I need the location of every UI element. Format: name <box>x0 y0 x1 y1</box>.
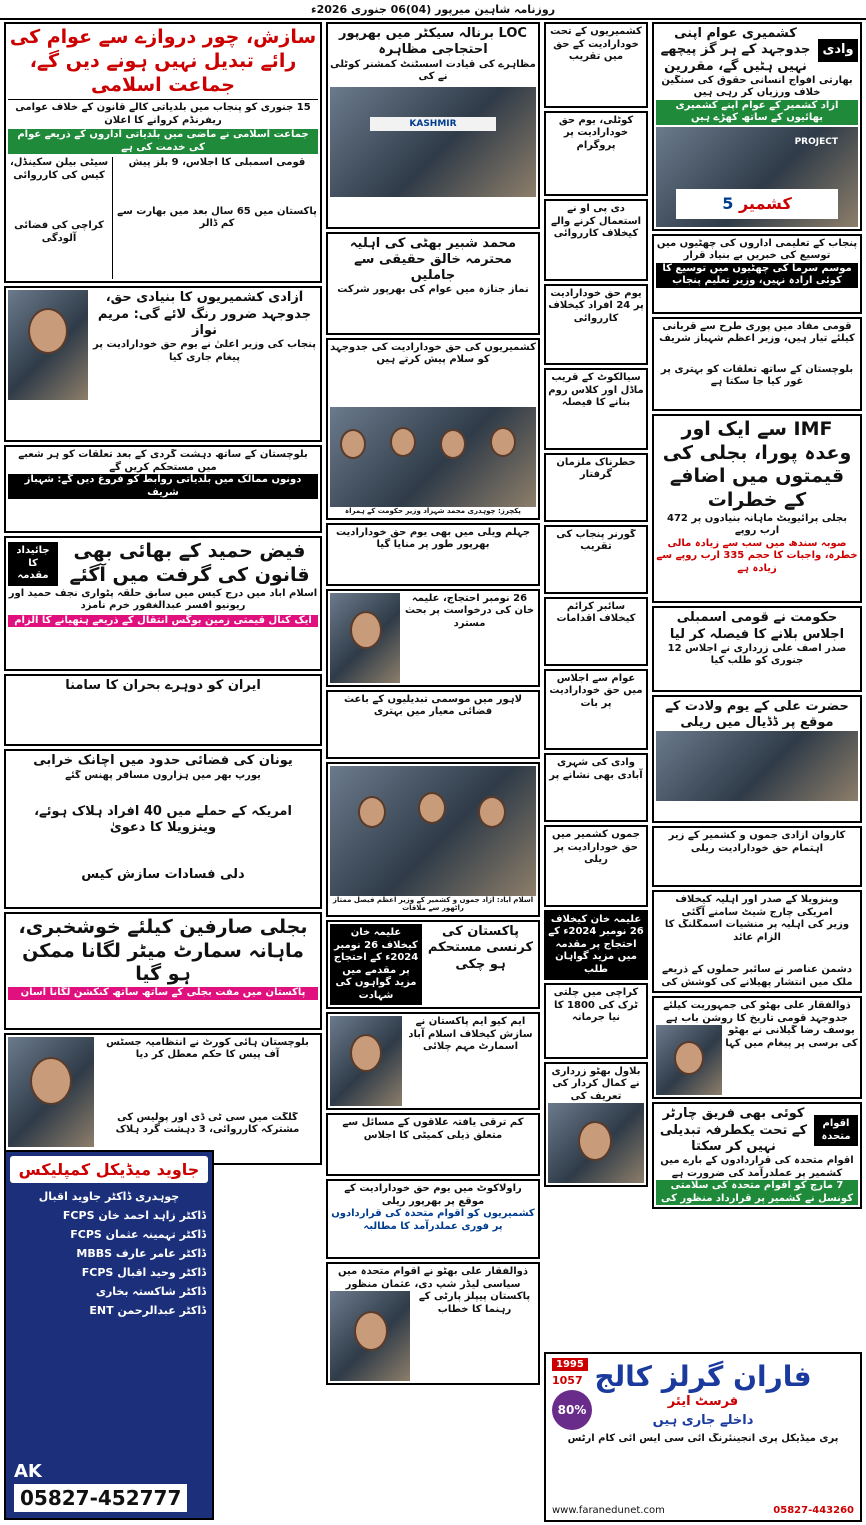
committee-text <box>330 1142 536 1172</box>
iran-headline: ایران کو دوہرے بحران کا سامنا <box>65 678 261 693</box>
ad-medical-doctor-5: ڈاکٹر شاکستہ بخاری <box>95 1285 206 1298</box>
ad-medical-complex <box>4 1150 214 1520</box>
venezuela-story <box>652 890 862 993</box>
ad-college-percent-badge: 80% <box>552 1390 592 1430</box>
faiz-headline: فیض حمید کے بھائی بھی قانون کی گرفت میں آگئے <box>69 540 310 586</box>
c2-story-6 <box>544 453 648 522</box>
lahore-story <box>326 690 540 759</box>
ad-medical-doctor-2: ڈاکٹر تہمینہ عثمان FCPS <box>70 1228 206 1241</box>
kashmir-lead-green: آزاد کشمیر کے عوام اپنے کشمیری بھائیوں کے ساتھ کھڑے ہیں <box>656 100 858 125</box>
baloch-text <box>656 389 858 407</box>
meeting-story <box>326 762 540 918</box>
faiz-tag: جائیداد کا مقدمہ <box>8 542 58 586</box>
masthead: روزنامہ شاہین میرپور (04)06 جنوری 2026ء <box>0 0 866 20</box>
hazrat-headline: حضرت علی کے یوم ولادت کے موقع پر ڈڈیال میں ریلی <box>665 698 849 730</box>
yunan-story <box>4 749 322 909</box>
c2-headline-9: عوام سے اجلاس میں حق خودارادیت پر بات <box>549 672 643 709</box>
hukumat-story <box>652 606 862 692</box>
zulfiqar-story <box>326 1262 540 1385</box>
c2-bilawal-photo <box>548 1103 644 1183</box>
alima-box: علیمہ خان کیخلاف 26 نومبر 2024ء کے احتجاج پر مقدمے میں مزید گواہوں کی شہادت <box>330 924 422 1005</box>
lahore-headline: لاہور میں موسمی تبدیلیوں کے باعث فضائی معیار میں بہتری <box>343 693 523 717</box>
imf-story <box>652 414 862 604</box>
c2-headline-10: وادی کی شہری آبادی بھی نشانے پر <box>549 757 643 781</box>
ad-college-since: 1995 <box>552 1358 588 1371</box>
ayaz-photo <box>330 1016 402 1106</box>
maryam-subheadline: پنجاب کی وزیر اعلیٰ نے یوم حق خودارادیت پر پیغام جاری کیا <box>93 339 316 363</box>
ad-college-web[interactable]: www.faranedunet.com <box>552 1505 665 1516</box>
america-headline: امریکہ کے حملے میں 40 افراد ہلاک ہوئے، وینزویلا کا دعویٰ <box>34 804 292 836</box>
c2-text-5 <box>548 410 644 446</box>
hukumat-subheadline: صدر آصف علی زرداری نے اجلاس 12 جنوری کو طلب کیا <box>667 642 847 667</box>
ad-college-programs: پری میڈیکل پری انجینئرنگ آئی سی ایس آئی کام آرٹس <box>567 1432 839 1444</box>
c2-text-10 <box>548 782 644 818</box>
c2-story-11 <box>544 825 648 907</box>
ayaz-story <box>326 1012 540 1110</box>
c2-text-6 <box>548 482 644 518</box>
loc-subheadline: مظاہرے کی قیادت اسسٹنٹ کمشنر کوٹلی نے کی <box>330 58 536 82</box>
gilani-photo <box>656 1025 722 1095</box>
rawalakot-headline: راولاکوٹ میں یوم حق خودارادیت کے موقع پر بھرپور ریلی <box>344 1183 522 1207</box>
rawalakot-subheadline: کشمیریوں کو اقوام متحدہ کی قراردادوں پر فوری عملدرآمد کا مطالبہ <box>331 1208 535 1232</box>
un-green-strip: 7 مارچ کو اقوام متحدہ کی سلامتی کونسل نے کشمیر پر قرارداد منظور کی <box>656 1180 858 1205</box>
zulfiqar-headline: ذوالفقار علی بھٹو نے اقوام متحدہ میں سیاسی لیڈر شپ دی، عثمان منظور <box>337 1266 529 1290</box>
balochistan-headline: بلوچستان ہائی کورٹ نے انتظامیہ جسٹس آف پیس کا حکم معطل کر دیا <box>106 1036 309 1060</box>
c2-story-8 <box>544 597 648 666</box>
c2-karachi-headline: کراچی میں چلتی ٹرک کی 1800 کا نیا جرمانہ <box>553 987 639 1023</box>
bilateral-story <box>4 445 322 533</box>
kashmir-lead-headline: کشمیری عوام اپنی جدوجہد کے ہر گز پیچھے نہیں ہٹیں گے، مقررین <box>660 26 811 74</box>
iran-text <box>8 694 318 742</box>
column-narrow <box>544 22 648 1522</box>
delhi-text <box>8 883 318 905</box>
karwan-text <box>656 855 858 883</box>
ayaz-text <box>405 1054 536 1094</box>
committee-headline: کم ترقی یافتہ علاقوں کے مسائل سے متعلق ذیلی کمیٹی کا اجلاس <box>342 1117 524 1141</box>
c2-story-5 <box>544 368 648 450</box>
venezuela-text <box>656 944 858 964</box>
bijli-text <box>8 1000 318 1026</box>
delhi-headline: دلی فسادات سازش کیس <box>81 866 245 882</box>
nov26-headline: 26 نومبر احتجاج، علیمہ خان کی درخواست پر بحث مسترد <box>404 592 535 629</box>
punjab-story <box>652 234 862 314</box>
faiz-pink-strip: ایک کنال قیمتی زمین بوگس انتقال کے ذریعے ہتھیانے کا الزام <box>8 615 318 628</box>
kashmir-lead <box>652 22 862 231</box>
ad-medical-doctor-3: ڈاکٹر عامر عارف MBBS <box>76 1247 206 1260</box>
c2-text-8 <box>548 626 644 662</box>
hazrat-photo <box>656 731 858 801</box>
committee-story <box>326 1113 540 1176</box>
hazrat-story <box>652 695 862 824</box>
c2-text-3 <box>548 241 644 277</box>
shabir-story <box>326 232 540 335</box>
c2-alima-headline: علیمہ خان کیخلاف 26 نومبر 2024ء کے احتجاج پر مقدمہ میں مزید گواہان طلب <box>548 913 644 975</box>
imf-headline: IMF سے ایک اور وعدہ پورا، بجلی کی قیمتوں میں اضافے کے خطرات <box>662 417 852 511</box>
rawalakot-text <box>330 1233 536 1255</box>
c2-headline-4: یوم حق خودارادیت پر 24 افراد کیخلاف کارروائی <box>548 287 644 324</box>
jhelum-text <box>330 552 536 582</box>
nov26-story <box>326 589 540 687</box>
c2-story-2 <box>544 111 648 197</box>
kashmir-text <box>330 367 536 407</box>
ad-medical-doctor-4: ڈاکٹر وحید اقبال FCPS <box>81 1266 206 1279</box>
ad-medical-brand: AK <box>14 1461 42 1482</box>
baloch-headline: بلوچستان کے ساتھ تعلقات کو بہتری پر غور کیا جا سکتا ہے <box>660 363 854 388</box>
maryam-photo <box>8 290 88 400</box>
side-story-4-text <box>8 245 110 279</box>
faiz-text <box>8 627 318 667</box>
qaumi-story <box>652 317 862 411</box>
ad-medical-phone: 05827-452777 <box>14 1484 187 1512</box>
qaumi-headline: قومی مفاد میں پوری طرح سے قربانی کیلئے تیار ہیں، وزیر اعظم شہباز شریف <box>659 320 855 345</box>
lead-subheadline: 15 جنوری کو پنجاب میں بلدیاتی کالے قانون کے خلاف عوامی ریفرنڈم کروانے کا اعلان <box>15 102 311 126</box>
loc-headline: LOC برنالہ سیکٹر میں بھرپور احتجاجی مظاہرہ <box>339 26 527 58</box>
c2-text-1 <box>548 64 644 104</box>
ad-college-sub: فرسٹ ایئر <box>667 1393 739 1409</box>
karwan-story <box>652 826 862 887</box>
kashmir-headline: کشمیریوں کی حق خودارادیت کی جدوجہد کو سلام پیش کرتے ہیں <box>330 341 536 366</box>
c2-story-9 <box>544 669 648 751</box>
zulfi-headline: ذوالفقار علی بھٹو کی جمہوریت کیلئے جدوجہد قومی تاریخ کا روشن باب ہے <box>663 1000 851 1024</box>
karwan-headline: کاروان آزادی جموں و کشمیر کے زیر اہتمام حق خودارادیت ریلی <box>668 830 846 854</box>
ad-college-title: فاران گرلز کالج <box>594 1360 812 1393</box>
balochistan-story <box>4 1033 322 1165</box>
c2-headline-2: کوٹلی، یوم حق خودارادیت پر پروگرام <box>558 114 634 151</box>
un-subheadline: اقوام متحدہ کی قراردادوں کے بارے میں کشمیر پر عملدرآمد کی ضرورت ہے <box>660 1155 854 1179</box>
kashmir-poster <box>676 189 838 219</box>
yunan-text <box>8 782 318 804</box>
un-tag: اقوام متحدہ <box>814 1115 858 1146</box>
group-photo-caption: پکچرز: چوہدری محمد شہزاد وزیر حکومت کے ہمراہ <box>345 506 521 515</box>
iran-story <box>4 674 322 746</box>
nov26-text <box>403 630 536 670</box>
ad-medical-owner: چوہدری ڈاکٹر جاوید اقبال <box>38 1190 180 1203</box>
maryam-text <box>91 364 318 438</box>
pakistan-text <box>425 973 536 1003</box>
column-center <box>326 22 540 1522</box>
un-story <box>652 1102 862 1209</box>
side-story-2-text <box>116 231 318 267</box>
c2-story-7 <box>544 525 648 594</box>
bilateral-headline-2: دونوں ممالک میں بلدیاتی روابط کو فروغ دیں گے: شہباز شریف <box>8 474 318 499</box>
shabir-text <box>330 297 536 331</box>
qaumi-text <box>656 346 858 364</box>
c2-text-9 <box>548 710 644 746</box>
faiz-subheadline: اسلام آباد میں درج کیس میں سابق حلقہ پٹواری نجف حمید اور ریونیو افسر عبدالغفور خرم نامزد <box>8 587 318 611</box>
gilani-text <box>725 1050 858 1090</box>
bilateral-text <box>8 499 318 529</box>
c2-story-3 <box>544 199 648 281</box>
ayaz-headline: ایم کیو ایم پاکستان نے سازش کیخلاف اسلام آباد اسمارٹ مہم چلائی <box>408 1016 533 1052</box>
meeting-caption: اسلام آباد: آزاد جموں و کشمیر کے وزیر اعظم فیصل ممتاز راٹھور سے ملاقات <box>332 895 534 913</box>
ad-college-admission: داخلے جاری ہیں <box>652 1412 754 1428</box>
balochistan-text <box>97 1062 318 1112</box>
official-photo <box>8 1037 94 1147</box>
ad-medical-title: جاوید میڈیکل کمپلیکس <box>10 1156 208 1183</box>
c2-headline-7: گورنر پنجاب کی تقریب <box>556 528 636 552</box>
imf-red: صوبہ سندھ میں سب سے زیادہ مالی خطرہ، واجبات کا حجم 335 ارب روپے سے زیادہ ہے <box>656 537 858 574</box>
imf-text <box>656 575 858 599</box>
lead-story <box>4 22 322 283</box>
loc-photo <box>330 87 536 197</box>
hazrat-text <box>656 801 858 819</box>
c2-text-11 <box>548 867 644 903</box>
jhelum-story <box>326 523 540 586</box>
lead-green-strip: جماعت اسلامی نے ماضی میں بلدیاتی اداروں کے ذریعے عوام کی خدمت کی ہے <box>8 129 318 154</box>
c2-karachi-text <box>548 1025 644 1055</box>
lead-headline: سازش، چور دروازے سے عوام کی رائے تبدیل نہیں ہونے دیں گے، جماعت اسلامی <box>9 26 317 96</box>
zulfiqar-photo <box>330 1291 410 1381</box>
yunan-headline: یونان کی فضائی حدود میں اچانک خرابی <box>33 753 293 769</box>
venezuela-headline: وینزویلا کے صدر اور اہلیہ کیخلاف امریکی چارج شیٹ سامنے آگئی <box>675 894 839 918</box>
maryam-story <box>4 286 322 442</box>
c2-headline-5: سیالکوٹ کے قریب ماڈل اور کلاس روم بنانے کا فیصلہ <box>548 372 644 408</box>
c2-headline-3: دی پی او نے استعمال کرنے والے کیخلاف کارروائی <box>551 203 641 239</box>
ad-college-phone: 05827-443260 <box>773 1505 854 1516</box>
kashmir-tag: وادی <box>818 39 858 61</box>
c2-headline-11: جموں کشمیر میں حق خودارادیت پر ریلی <box>552 829 640 865</box>
jhelum-headline: جہلم ویلی میں بھی یوم حق خودارادیت بھرپور طور پر منایا گیا <box>335 526 531 550</box>
faiz-story <box>4 536 322 671</box>
c2-text-7 <box>548 554 644 590</box>
ad-college-results: 1057 <box>552 1374 583 1387</box>
side-story-2: پاکستان میں 65 سال بعد میں بھارت سے کم ڈالر <box>117 205 317 230</box>
maryam-headline: آزادی کشمیریوں کا بنیادی حق، جدوجہد ضرور رنگ لائے گی: مریم نواز <box>97 290 312 338</box>
side-story-3: سیٹی بیلن سکینڈل، کیس کی کارروائی <box>9 157 109 181</box>
c2-headline-6: خطرناک ملزمان گرفتار <box>556 456 636 480</box>
side-story-4: کراچی کی فضائی آلودگی <box>14 220 104 244</box>
america-text <box>8 837 318 867</box>
c2-story-4 <box>544 284 648 366</box>
kashmir-banner: KASHMIR <box>370 117 496 131</box>
gilgit-headline: گلگت میں سی ٹی ڈی اور پولیس کی مشترکہ کارروائی، 3 دہشت گرد ہلاک <box>115 1111 300 1135</box>
side-story-1-text <box>116 170 318 206</box>
c2-story-1 <box>544 22 648 108</box>
rawalakot-story <box>326 1179 540 1259</box>
kashmir-lead-subheadline: بھارتی افواج انسانی حقوق کی سنگین خلاف ورزیاں کر رہی ہیں <box>661 74 853 99</box>
c2-text-4 <box>548 325 644 361</box>
column-left <box>652 22 862 1522</box>
pakistan-headline: پاکستان کی کرنسی مستحکم ہو چکی <box>427 924 534 972</box>
imf-subheadline: بجلی پرائیویٹ ماہانہ بنیادوں پر 472 ارب روپے <box>666 512 847 537</box>
bijli-story <box>4 912 322 1030</box>
bijli-headline: بجلی صارفین کیلئے خوشخبری، ماہانہ سمارٹ میٹر لگانا ممکن ہو گیا <box>18 915 308 986</box>
ad-medical-doctor-6: ڈاکٹر عبدالرحمن ENT <box>89 1304 206 1317</box>
ad-medical-doctor-1: ڈاکٹر زاہد احمد خان FCPS <box>62 1209 206 1222</box>
side-story-3-text <box>8 182 110 220</box>
loc-story <box>326 22 540 229</box>
punjab-subheadline: موسم سرما کی چھٹیوں میں توسیع کا کوئی ارادہ نہیں، وزیر تعلیم پنجاب <box>656 263 858 288</box>
hukumat-headline: حکومت نے قومی اسمبلی اجلاس بلانے کا فیصلہ کر لیا <box>669 610 845 642</box>
zulfi-story <box>652 996 862 1099</box>
meeting-photo <box>330 766 536 896</box>
rally-photo <box>656 127 858 227</box>
venezuela-subheadline: وزیر کی اہلیہ پر منشیات اسمگلنگ کا الزام عائد <box>664 919 850 943</box>
project-banner: PROJECT <box>794 136 838 147</box>
un-headline: کوئی بھی فریق چارٹر کے تحت یکطرفہ تبدیلی نہیں کر سکتا <box>659 1106 808 1154</box>
punjab-text <box>656 288 858 310</box>
c2-bilawal-headline: بلاول بھٹو زرداری نے کمال کردار کی تعریف کی <box>551 1065 641 1102</box>
c2-karachi-story <box>544 983 648 1059</box>
c2-headline-8: سائبر کرائم کیخلاف اقدامات <box>556 600 636 624</box>
c2-headline-1: کشمیریوں کے تحت خودارادیت کے حق میں تقریب <box>550 26 642 62</box>
dushman-headline: دشمن عناصر نے سائبر حملوں کے ذریعے ملک میں انتشار پھیلانے کی کوشش کی <box>661 964 853 988</box>
ppp-headline: پاکستان پیپلز پارٹی کے رہنما کا خطاب <box>418 1291 531 1315</box>
ad-college <box>544 1352 862 1522</box>
kashmir-poster-number: 5 <box>722 193 734 213</box>
c2-story-10 <box>544 753 648 822</box>
ppp-text <box>413 1316 536 1376</box>
loc-text <box>330 197 536 225</box>
lahore-text <box>330 719 536 755</box>
kashmir-poster-text: کشمیر <box>738 193 792 213</box>
c2-alima-box <box>544 910 648 981</box>
group-photo <box>330 407 536 507</box>
gilani-subheadline: یوسف رضا گیلانی نے بھٹو کی برسی پر پیغام میں کہا <box>725 1025 858 1049</box>
side-story-1: قومی اسمبلی کا اجلاس، 9 بلز پیش <box>128 157 306 169</box>
pakistan-story <box>326 920 540 1009</box>
shabir-headline: محمد شبیر بھٹی کی اہلیہ محترمہ خالق حقیقی سے جاملیں <box>349 235 517 283</box>
punjab-headline: پنجاب کے تعلیمی اداروں کی چھٹیوں میں توسیع کی خبریں بے بنیاد قرار <box>656 237 858 262</box>
bijli-subheadline: پاکستان میں مفت بجلی کے ساتھ ساتھ کنکشن لگانا آسان <box>8 987 318 1000</box>
c2-bilawal-story <box>544 1062 648 1188</box>
hukumat-text <box>656 668 858 688</box>
yunan-subheadline: یورپ بھر میں ہزاروں مسافر پھنس گئے <box>65 769 261 781</box>
shabir-subheadline: نماز جنازہ میں عوام کی بھرپور شرکت <box>337 284 529 296</box>
c2-text-2 <box>548 152 644 192</box>
bilateral-headline-1: بلوچستان کے ساتھ دہشت گردی کے بعد تعلقات کو ہر شعبے میں مستحکم کریں گے <box>18 449 308 473</box>
nov26-photo <box>330 593 400 683</box>
kashmir-group-story <box>326 338 540 520</box>
